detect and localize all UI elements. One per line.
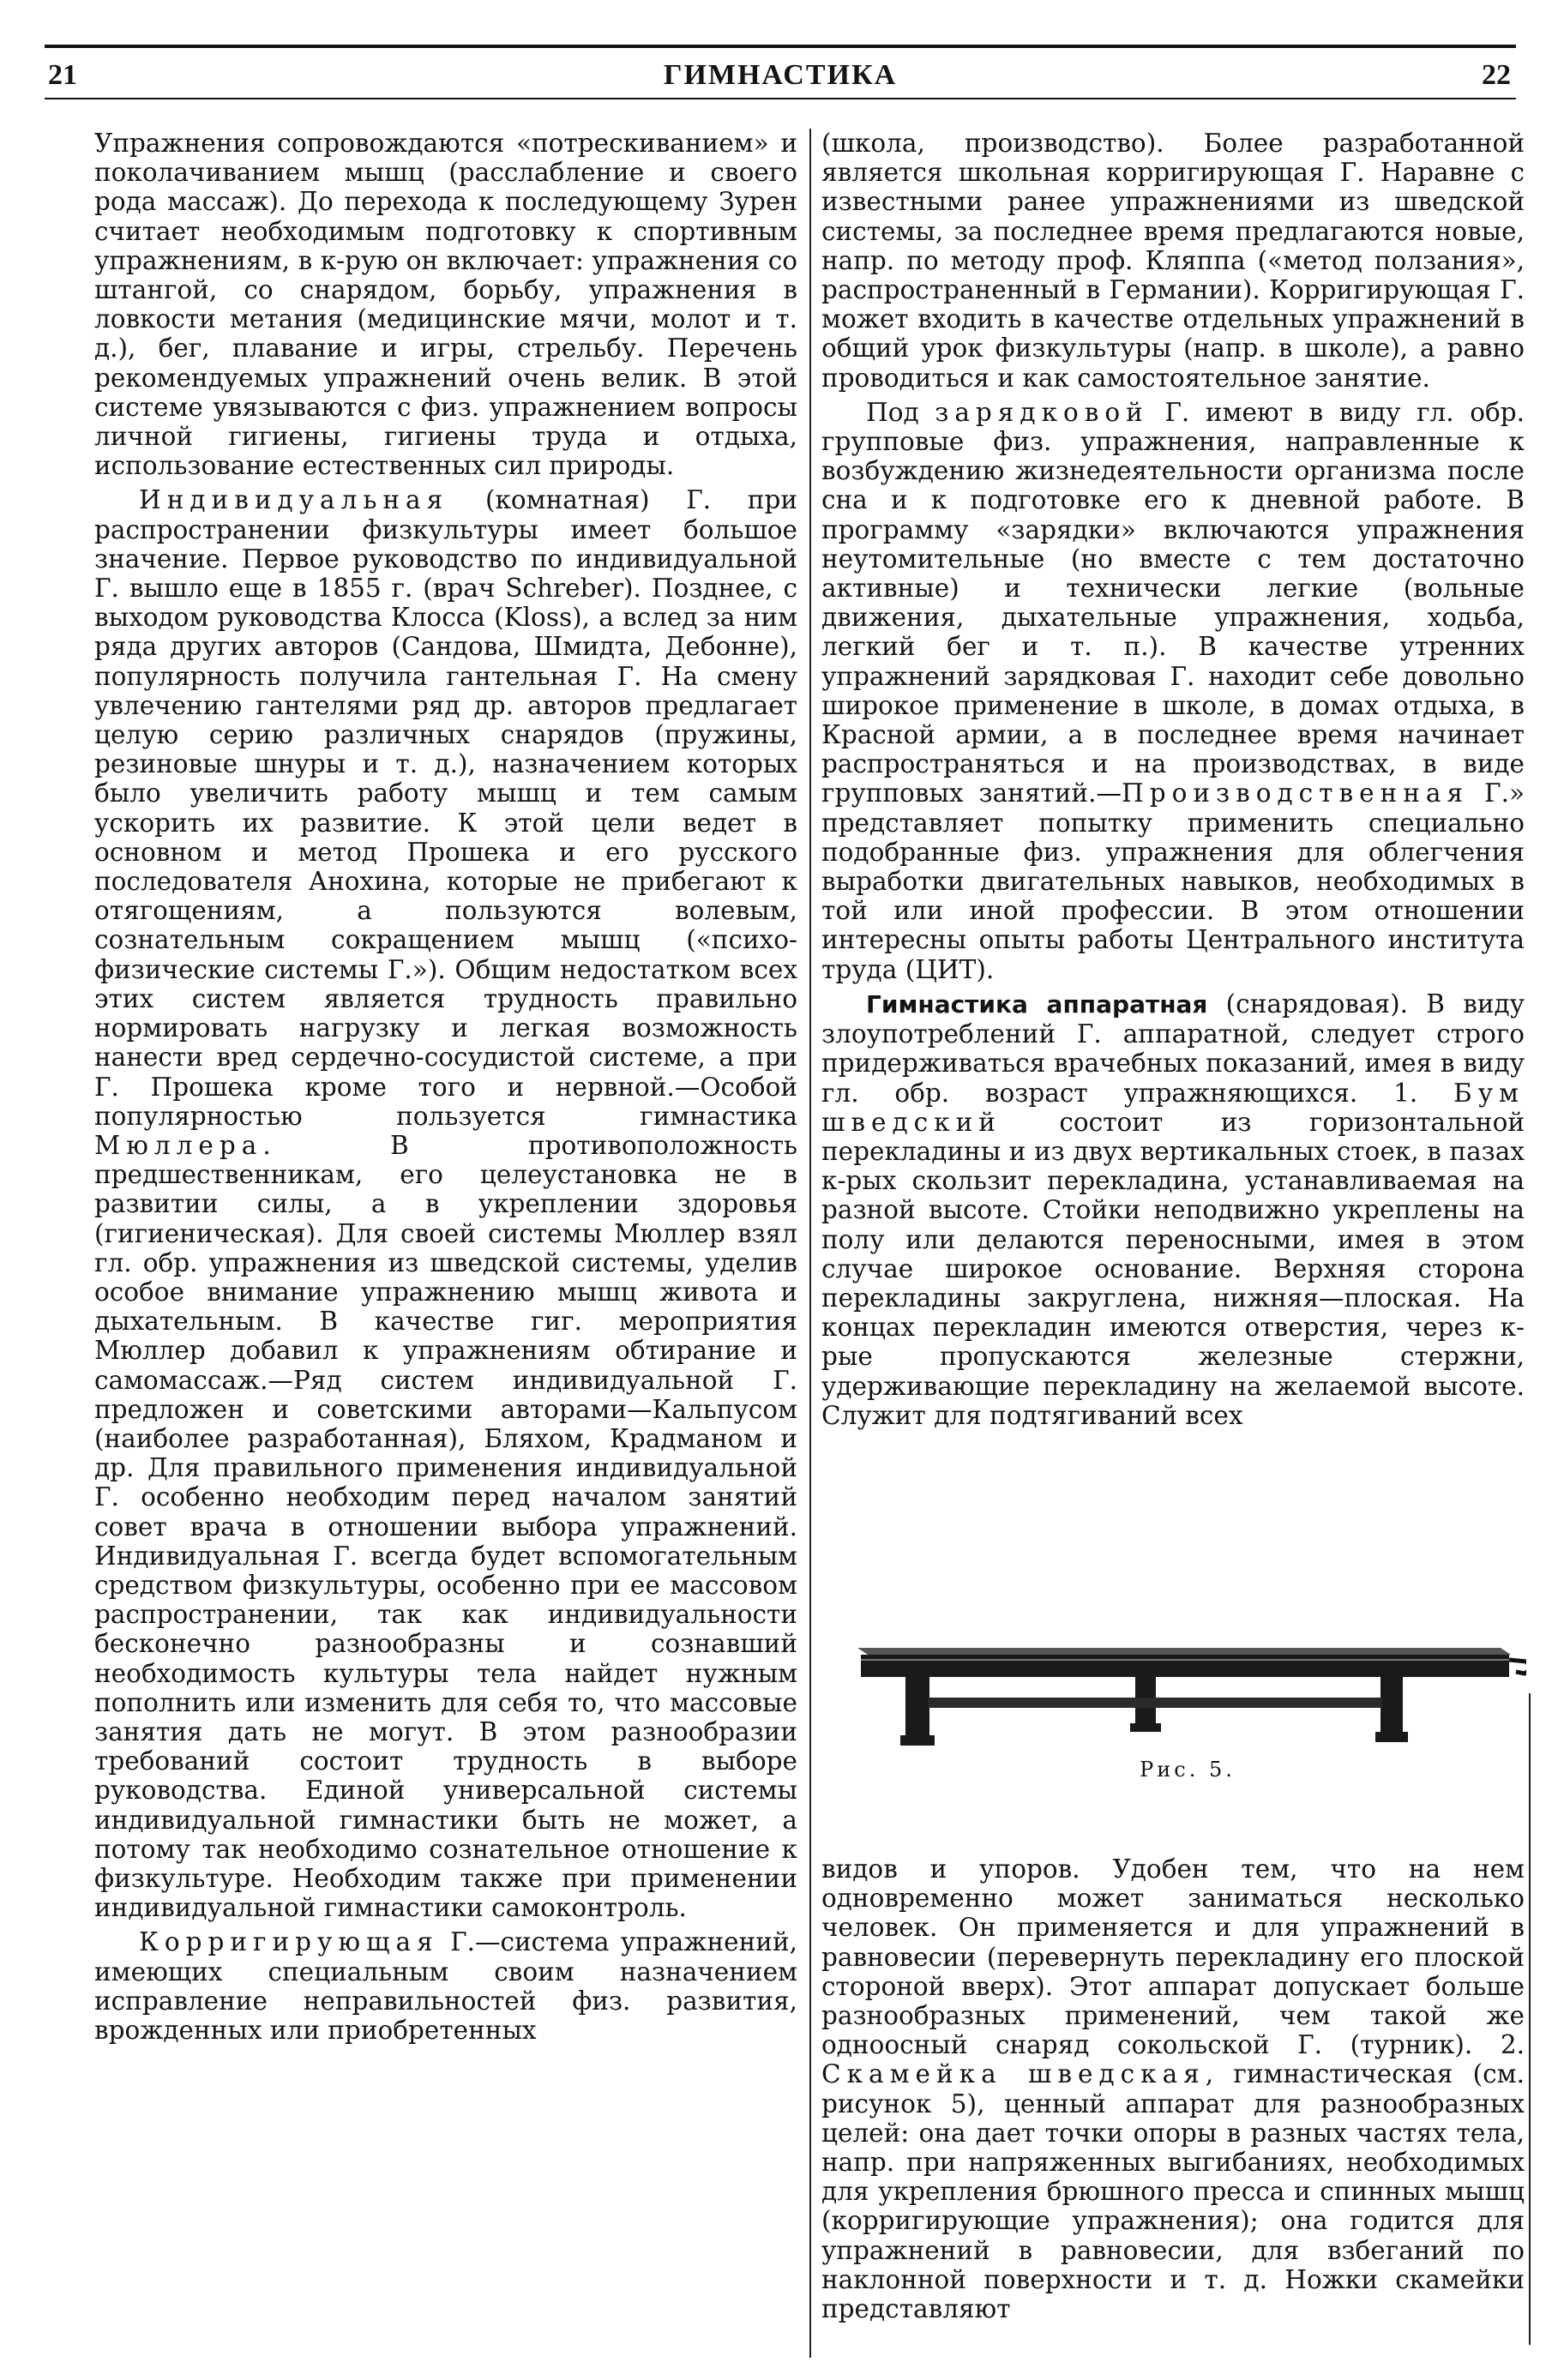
column-divider — [809, 129, 811, 2358]
paragraph-individual-gymnastics — [94, 485, 797, 1922]
term-production: Производственная — [1121, 778, 1470, 808]
term-individual: Индивидуальная — [139, 485, 449, 515]
right-margin-rule — [1529, 1693, 1531, 2345]
bench-leg-right — [1381, 1677, 1403, 1737]
paragraph-text: состоит из горизонтальной перекладины и из двух вертикальных стоек, в пазах к-рых скользит перекладина, устанавливаемая на разной высоте. Стойки неподвижно укреплены на полу или делаются переносными, имея в этом случае широкое основание. Верхняя сторона перекладины закруглена, нижняя—плоская. На концах перекладин имеются отверстия, через к-рые пропускаются железные стержни, удерживающие перекладину на желаемой высоте. Служит для подтягиваний всех — [821, 1107, 1525, 1430]
page-header — [45, 45, 1516, 98]
bench-hook — [1509, 1660, 1526, 1674]
figure-caption: Рис. 5. — [1140, 1758, 1236, 1782]
bench-foot-right — [1375, 1732, 1408, 1742]
paragraph-school-corrective: (школа, производство). Более разработанной является школьная корригирующая Г. Наравне с известными ранее упражнениями из шведской системы, за последнее время предлагаются новые, напр. по методу проф. Кляппа («метод ползания», распространенный в Германии). Корригирующая Г. может входить в качестве отдельных упражнений в общий урок физкультуры (напр. в школе), а равно проводиться и как самостоятельное занятие. — [821, 129, 1525, 393]
paragraph-text: Г.—система упражнений, имеющих специальным своим назначением исправление неправильностей физ. развития, врожденных или приобретенных — [94, 1927, 797, 2045]
paragraph-apparatus-gymnastics — [821, 989, 1525, 1430]
header-top-rule — [45, 45, 1516, 48]
paragraph-charging-gymnastics — [821, 398, 1525, 984]
right-column-top — [821, 129, 1525, 1435]
page-number-left: 21 — [48, 59, 77, 91]
paragraph-text: , гимнастическая (см. рисунок 5), ценный аппарат для разнообразных целей: она дает точки опоры в разных частях тела, напр. при напряженных выгибаниях, необходимых для укрепления брюшного пресса и спинных мышц (корригирующие упражнения); она годится для упражнений в равновесии, для взбеганий по наклонной поверхности и т. д. Ножки скамейки представляют — [821, 2059, 1525, 2324]
page-number-right: 22 — [1482, 59, 1511, 91]
paragraph-text: . В противоположность предшественникам, его целеустановка не в развитии силы, а в укреплении здоровья (гигиеническая). Для своей системы Мюллер взял гл. обр. упражнения из шведской системы, уделив особое внимание упражнению мышц живота и дыхательным. В качестве гиг. мероприятия Мюллер добавил к упражнениям обтирание и самомассаж.—Ряд систем индивидуальной Г. предложен и советскими авторами—Кальпусом (наиболее разработанная), Бляхом, Крадманом и др. Для правильного применения индивидуальной Г. особенно необходим перед началом занятий совет врача в отношении выбора упражнений. Индивидуальная Г. всегда будет вспомогательным средством физкультуры, особенно при ее массовом распространении, так как индивидуальности бесконечно разнообразны и сознавший необходимость культуры тела найдет нужным пополнить или изменить для себя то, что массовые занятия дать не могут. В этом разнообразии требований состоит трудность в выборе руководства. Единой универсальной системы индивидуальной гимнастики быть не может, а потому так необходимо сознательное отношение к физкультуре. Необходим также при применении индивидуальной гимнастики самоконтроль. — [94, 1130, 797, 1923]
paragraph-text: Г. имеют в виду гл. обр. групповые физ. упражнения, направленные к возбуждению жизнедеятельности организма после сна и к подготовке его к дневной работе. В программу «зарядки» включаются упражнения неутомительные (но вместе с тем достаточно активные) и технически легкие (вольные движения, дыхательные упражнения, ходьба, легкий бег и т. п.). В качестве утренних упражнений зарядковая Г. находит себе довольно широкое применение в школе, в домах отдыха, в Красной армии, а в последнее время начинает распространяться и на производствах, в виде групповых занятий.— — [821, 397, 1525, 808]
term-corrective: Корригирующая — [139, 1927, 439, 1957]
header-bottom-rule — [45, 98, 1516, 99]
paragraph-swedish-bench — [821, 1854, 1525, 2323]
paragraph-text: видов и упоров. Удобен тем, что на нем одновременно может заниматься несколько человек. Он применяется и для упражнений в равновесии (перевернуть перекладину его плоской стороной вверх). Этот аппарат допускает больше разнообразных применений, чем такой же одноосный снаряд сокольской Г. (турник). 2. — [821, 1854, 1525, 2060]
bench-seat — [861, 1655, 1509, 1677]
bench-foot-left — [900, 1735, 935, 1746]
paragraph-text: (комнатная) Г. при распространении физкультуры имеет большое значение. Первое руководство по индивидуальной Г. вышло еще в 1855 г. (врач Schreber). Позднее, с выходом руководства Клосса (Kloss), а вслед за ним ряда других авторов (Сандова, Шмидта, Дебонне), популярность получила гантельная Г. На смену увлечению гантелями ряд др. авторов предлагает целую серию различных снарядов (пружины, резиновые шнуры и т. д.), назначением которых было увеличить работу мышц и тем самым ускорить их развитие. К этой цели ведет в основном и метод Прошека и его русского последователя Анохина, которые не прибегают к отягощениям, а пользуются волевым, сознательным сокращением мышц («психо-физические системы Г.»). Общим недостатком всех этих систем является трудность правильно нормировать нагрузку и легкая возможность нанести вред сердечно-сосудистой системе, а при Г. Прошека кроме того и нервной.—Особой популярностью пользуется гимнастика — [94, 485, 797, 1131]
bench-lower-rail — [928, 1698, 1382, 1708]
paragraph-suren-system: Упражнения сопровождаются «потрескиванием» и поколачиванием мышц (расслабление и своего рода массаж). До перехода к последующему Зурен считает необходимым подготовку к спортивным упражнениям, в к-рую он включает: упражнения со штангой, со снарядом, борьбу, упражнения в ловкости метания (медицинские мячи, молот и т. д.), бег, плавание и игры, стрельбу. Перечень рекомендуемых упражнений очень велик. В этой системе увязываются с физ. упражнением вопросы личной гигиены, гигиены труда и отдыха, использование естественных сил природы. — [94, 129, 797, 481]
left-column — [94, 129, 797, 2050]
term-muller: Мюллера — [94, 1130, 263, 1160]
paragraph-text: (снарядовая). В виду злоупотреблений Г. аппаратной, следует строго придерживаться врачебных показаний, имея в виду гл. обр. возраст упражняющихся. 1. — [821, 989, 1525, 1108]
right-column-bottom — [821, 1854, 1525, 2329]
term-swedish-beam: Бум шведский — [821, 1078, 1525, 1137]
heading-apparatus: Гимнастика аппаратная — [866, 989, 1208, 1019]
term-charging: зарядковой — [935, 397, 1149, 427]
swedish-bench-icon — [849, 1629, 1526, 1749]
bench-leg-left — [905, 1677, 929, 1740]
bench-foot-middle — [1130, 1723, 1161, 1732]
figure-5 — [849, 1629, 1526, 1783]
paragraph-text: Г.» представляет попытку применить специально подобранные физ. упражнения для облегчения выработки двигательных навыков, необходимых в той или иной профессии. В этом отношении интересны опыты работы Центрального института труда (ЦИТ). — [821, 778, 1525, 984]
paragraph-corrective-gymnastics — [94, 1927, 797, 2045]
paragraph-text: Под — [866, 397, 935, 427]
bench-top-edge — [857, 1648, 1511, 1655]
term-swedish-bench: Скамейка шведская — [821, 2059, 1206, 2089]
page-title: ГИМНАСТИКА — [663, 59, 898, 91]
